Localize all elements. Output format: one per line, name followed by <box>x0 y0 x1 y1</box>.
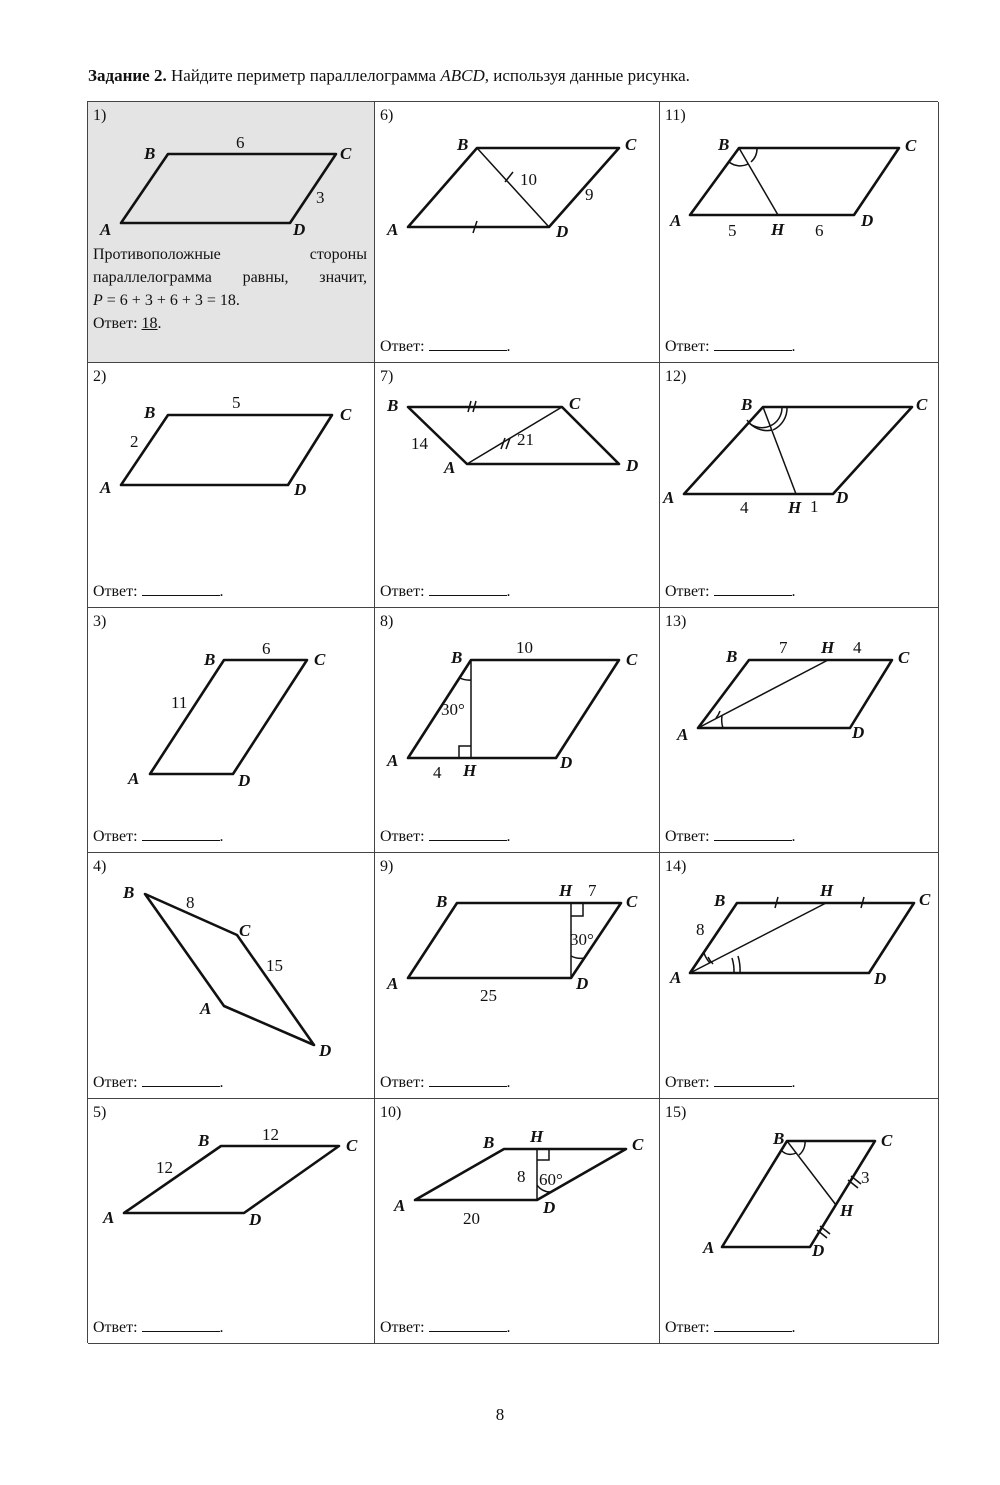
vertex-label: D <box>294 480 307 499</box>
answer-blank[interactable] <box>142 581 220 596</box>
vertex-label: D <box>556 222 569 241</box>
vertex-label: B <box>144 144 156 163</box>
vertex-label: D <box>852 723 865 742</box>
vertex-label: D <box>812 1241 825 1260</box>
answer-blank[interactable] <box>142 826 220 841</box>
answer-line: Ответ: . <box>93 583 224 600</box>
answer-blank[interactable] <box>429 581 507 596</box>
side-length-label: 5 <box>232 393 241 412</box>
angle-arc <box>729 162 748 166</box>
solution-text <box>93 243 367 335</box>
problem-cell-4 <box>88 853 375 1099</box>
solution-answer <box>93 312 367 335</box>
problem-number: 15) <box>665 1104 687 1121</box>
diagonal-length-label: 21 <box>517 430 534 449</box>
vertex-label: D <box>874 969 887 988</box>
task-text-end: , используя данные рисунка. <box>484 66 690 85</box>
parallelogram-figure <box>660 102 939 363</box>
parallelogram-figure <box>375 1099 660 1344</box>
vertex-label: A <box>677 725 689 744</box>
side-length-label: 10 <box>520 170 537 189</box>
vertex-label: A <box>100 478 112 497</box>
side-length-label: 11 <box>171 693 188 712</box>
vertex-label: C <box>905 136 917 155</box>
problem-cell-15 <box>660 1099 939 1344</box>
problem-cell-6 <box>375 102 660 363</box>
segment-length-label: 5 <box>728 221 737 240</box>
vertex-label: D <box>836 488 849 507</box>
point-label: H <box>788 498 802 517</box>
answer-label: Ответ: <box>93 828 138 845</box>
vertex-label: D <box>560 753 573 772</box>
vertex-label: A <box>387 751 399 770</box>
problem-cell-8 <box>375 608 660 853</box>
vertex-label: B <box>714 891 726 910</box>
vertex-label: A <box>670 968 682 987</box>
answer-line: Ответ: . <box>93 1074 224 1091</box>
problem-number: 6) <box>380 107 394 124</box>
task-heading <box>88 66 690 86</box>
vertex-label: C <box>916 395 928 414</box>
answer-blank[interactable] <box>714 1317 792 1332</box>
formula-value: = 6 + 3 + 6 + 3 = 18. <box>102 292 240 309</box>
angle-label: 60° <box>539 1170 563 1189</box>
angle-arc <box>782 1151 796 1154</box>
side-length-label: 25 <box>480 986 497 1005</box>
answer-blank[interactable] <box>429 1317 507 1332</box>
side-length-label: 10 <box>516 638 533 657</box>
problem-cell-12 <box>660 363 939 608</box>
vertex-label: A <box>394 1196 406 1215</box>
angle-label: 30° <box>441 700 465 719</box>
problem-cell-7 <box>375 363 660 608</box>
answer-label: Ответ: <box>380 1074 425 1091</box>
perimeter-symbol: P <box>93 292 103 309</box>
task-text: Найдите периметр параллелограмма <box>170 66 441 85</box>
vertex-label: B <box>773 1129 785 1148</box>
answer-label: Ответ: <box>93 583 138 600</box>
answer-label: Ответ: <box>380 1319 425 1336</box>
vertex-label: C <box>898 648 910 667</box>
vertex-label: A <box>103 1208 115 1227</box>
answer-blank[interactable] <box>429 1072 507 1087</box>
problems-table <box>87 101 938 1343</box>
parallelogram-figure <box>88 1099 375 1344</box>
problem-number: 12) <box>665 368 687 385</box>
bisector <box>698 660 828 728</box>
angle-arc <box>571 956 585 958</box>
right-angle-mark <box>571 903 583 916</box>
vertex-label: C <box>626 650 638 669</box>
problem-number: 3) <box>93 613 107 630</box>
angle-arc <box>460 678 471 680</box>
answer-blank[interactable] <box>714 581 792 596</box>
vertex-label: D <box>293 220 306 239</box>
problem-number: 4) <box>93 858 107 875</box>
parallelogram <box>145 894 314 1045</box>
angle-arc <box>799 1141 805 1155</box>
problem-number: 14) <box>665 858 687 875</box>
problem-cell-11 <box>660 102 939 363</box>
tick-mark <box>505 172 513 182</box>
point-label: H <box>463 761 477 780</box>
answer-label: Ответ: <box>665 583 710 600</box>
vertex-label: B <box>451 648 463 667</box>
answer-line: Ответ: . <box>93 1319 224 1336</box>
answer-line: Ответ: . <box>380 1319 511 1336</box>
problem-cell-9 <box>375 853 660 1099</box>
vertex-label: B <box>123 883 135 902</box>
vertex-label: B <box>204 650 216 669</box>
problem-number: 5) <box>93 1104 107 1121</box>
vertex-label: C <box>346 1136 358 1155</box>
segment-length-label: 3 <box>861 1168 870 1187</box>
vertex-label: A <box>703 1238 715 1257</box>
answer-label: Ответ: <box>93 1319 138 1336</box>
answer-label: Ответ: <box>93 315 142 332</box>
side-length-label: 14 <box>411 434 428 453</box>
vertex-label: A <box>387 220 399 239</box>
vertex-label: D <box>249 1210 262 1229</box>
answer-line: Ответ: . <box>665 1074 796 1091</box>
side-length-label: 9 <box>585 185 594 204</box>
vertex-label: C <box>632 1135 644 1154</box>
parallelogram-figure <box>375 363 660 608</box>
answer-label: Ответ: <box>380 828 425 845</box>
diagonal <box>477 148 549 227</box>
answer-label: Ответ: <box>665 1074 710 1091</box>
vertex-label: D <box>861 211 874 230</box>
side-length-label: 15 <box>266 956 283 975</box>
side-length-label: 8 <box>696 920 705 939</box>
right-angle-mark <box>459 746 471 758</box>
answer-value: 18 <box>141 315 158 332</box>
parallelogram <box>408 660 619 758</box>
vertex-label: D <box>543 1198 556 1217</box>
point-label: H <box>821 638 835 657</box>
answer-blank[interactable] <box>142 1317 220 1332</box>
answer-blank[interactable] <box>429 826 507 841</box>
answer-blank[interactable] <box>714 1072 792 1087</box>
problem-cell-14 <box>660 853 939 1099</box>
answer-label: Ответ: <box>665 828 710 845</box>
vertex-label: A <box>444 458 456 477</box>
task-label: Задание 2. <box>88 66 167 85</box>
answer-label: Ответ: <box>665 338 710 355</box>
vertex-label: C <box>340 405 352 424</box>
parallelogram-figure <box>88 853 375 1099</box>
point-label: H <box>530 1127 544 1146</box>
vertex-label: A <box>100 220 112 239</box>
side-length-label: 20 <box>463 1209 480 1228</box>
segment-length-label: 4 <box>433 763 442 782</box>
answer-blank[interactable] <box>429 336 507 351</box>
bisector <box>763 407 796 494</box>
problem-number: 10) <box>380 1104 402 1121</box>
vertex-label: C <box>340 144 352 163</box>
problem-cell-13 <box>660 608 939 853</box>
vertex-label: A <box>128 769 140 788</box>
vertex-label: B <box>741 395 753 414</box>
angle-arc <box>751 148 757 162</box>
side-length-label: 12 <box>156 1158 173 1177</box>
segment-length-label: 4 <box>740 498 749 517</box>
answer-line: Ответ: . <box>93 828 224 845</box>
parallelogram-figure <box>660 853 939 1099</box>
answer-blank[interactable] <box>714 336 792 351</box>
problem-cell-2 <box>88 363 375 608</box>
answer-line: Ответ: . <box>665 583 796 600</box>
answer-blank[interactable] <box>714 826 792 841</box>
angle-arc <box>738 956 740 973</box>
task-figure-name: ABCD <box>440 66 485 85</box>
vertex-label: B <box>387 396 399 415</box>
angle-arc <box>770 407 782 426</box>
vertex-label: B <box>198 1131 210 1150</box>
point-label: H <box>820 881 834 900</box>
parallelogram <box>150 660 307 774</box>
vertex-label: B <box>483 1133 495 1152</box>
parallelogram-figure <box>375 102 660 363</box>
vertex-label: B <box>436 892 448 911</box>
answer-line: Ответ: . <box>380 828 511 845</box>
segment-length-label: 7 <box>779 638 788 657</box>
answer-label: Ответ: <box>665 1319 710 1336</box>
vertex-label: C <box>919 890 931 909</box>
parallelogram <box>684 407 912 494</box>
segment-length-label: 1 <box>810 497 819 516</box>
problem-number: 9) <box>380 858 394 875</box>
vertex-label: B <box>144 403 156 422</box>
side-length-label: 6 <box>236 133 245 152</box>
answer-line: Ответ: . <box>665 828 796 845</box>
vertex-label: A <box>387 974 399 993</box>
vertex-label: D <box>319 1041 332 1060</box>
parallelogram-figure <box>660 363 939 608</box>
vertex-label: A <box>200 999 212 1018</box>
height-length-label: 8 <box>517 1167 526 1186</box>
parallelogram-figure <box>88 363 375 608</box>
side-length-label: 6 <box>262 639 271 658</box>
point-label: H <box>840 1201 854 1220</box>
problem-number: 7) <box>380 368 394 385</box>
angle-arc <box>732 958 734 973</box>
page-number: 8 <box>495 1405 505 1424</box>
side-length-label: 8 <box>186 893 195 912</box>
angle-arc <box>722 716 723 728</box>
bisector <box>739 148 778 215</box>
problem-number: 13) <box>665 613 687 630</box>
side-length-label: 2 <box>130 432 139 451</box>
parallelogram-figure <box>375 853 660 1099</box>
parallelogram <box>698 660 892 728</box>
vertex-label: A <box>670 211 682 230</box>
segment-length-label: 7 <box>588 881 597 900</box>
answer-label: Ответ: <box>380 583 425 600</box>
answer-line: Ответ: . <box>380 583 511 600</box>
vertex-label: A <box>663 488 675 507</box>
problem-cell-3 <box>88 608 375 853</box>
vertex-label: D <box>576 974 589 993</box>
point-label: H <box>559 881 573 900</box>
parallelogram-figure <box>660 608 939 853</box>
problem-number: 8) <box>380 613 394 630</box>
answer-blank[interactable] <box>142 1072 220 1087</box>
answer-line: Ответ: . <box>665 1319 796 1336</box>
parallelogram <box>121 415 332 485</box>
vertex-label: C <box>625 135 637 154</box>
vertex-label: B <box>457 135 469 154</box>
vertex-label: B <box>718 135 730 154</box>
problem-cell-5 <box>88 1099 375 1344</box>
solution-line <box>93 243 367 289</box>
answer-line: Ответ: . <box>380 1074 511 1091</box>
parallelogram <box>690 148 899 215</box>
solution-formula <box>93 289 367 312</box>
answer-line: Ответ: . <box>380 338 511 355</box>
parallelogram-figure <box>660 1099 939 1344</box>
vertex-label: B <box>726 647 738 666</box>
solution-sentence: Противоположные стороны параллелограмма равны, значит, <box>93 246 367 286</box>
point-label: H <box>771 220 785 239</box>
answer-period: . <box>157 315 162 332</box>
vertex-label: C <box>881 1131 893 1150</box>
problem-number: 2) <box>93 368 107 385</box>
answer-label: Ответ: <box>380 338 425 355</box>
parallelogram-figure <box>375 608 660 853</box>
vertex-label: C <box>569 394 581 413</box>
parallelogram <box>690 903 914 973</box>
vertex-label: C <box>314 650 326 669</box>
problem-number: 11) <box>665 107 686 124</box>
answer-label: Ответ: <box>93 1074 138 1091</box>
parallelogram-figure <box>88 608 375 853</box>
right-angle-mark <box>537 1149 549 1160</box>
parallelogram <box>124 1146 339 1213</box>
problem-cell-1 <box>88 102 375 363</box>
segment-length-label: 4 <box>853 638 862 657</box>
problem-number: 1) <box>93 107 107 124</box>
angle-arc <box>773 407 787 430</box>
vertex-label: C <box>239 921 251 940</box>
side-length-label: 12 <box>262 1125 279 1144</box>
diagonal <box>467 407 562 464</box>
angle-label: 30° <box>570 930 594 949</box>
vertex-label: D <box>626 456 639 475</box>
vertex-label: D <box>238 771 251 790</box>
segment-length-label: 6 <box>815 221 824 240</box>
bisector <box>787 1141 836 1205</box>
side-length-label: 3 <box>316 188 325 207</box>
parallelogram <box>121 154 336 223</box>
vertex-label: C <box>626 892 638 911</box>
problem-cell-10 <box>375 1099 660 1344</box>
answer-line: Ответ: . <box>665 338 796 355</box>
